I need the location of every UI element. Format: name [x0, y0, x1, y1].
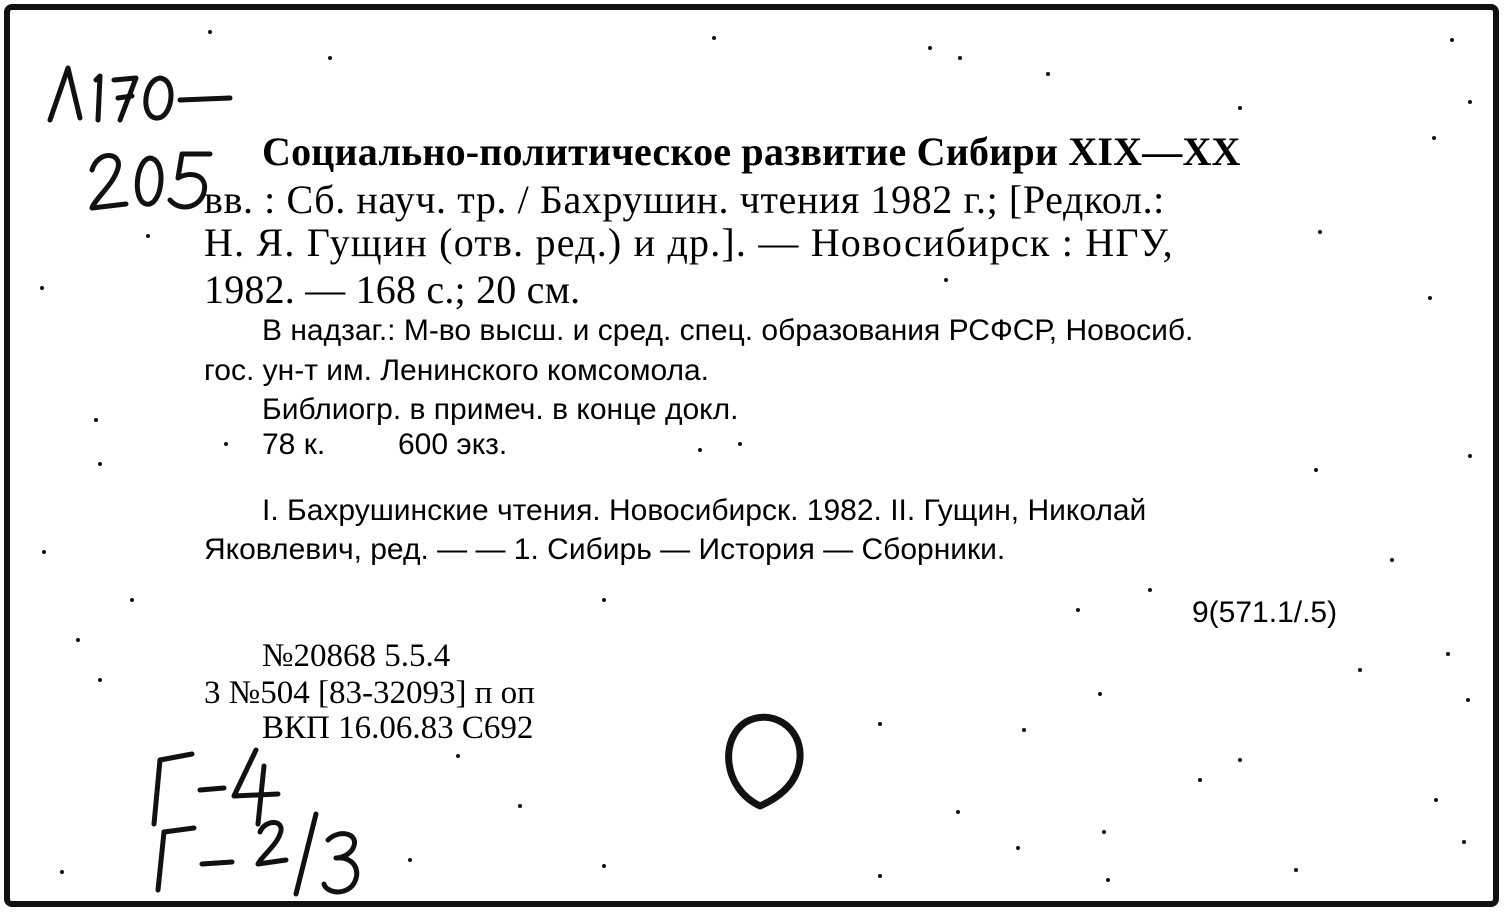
bibliography-note: Библиогр. в примеч. в конце докл. [262, 393, 739, 426]
entry-line-3: Н. Я. Гущин (отв. ред.) и др.]. — Новосибирск : НГУ, [204, 220, 1174, 265]
imprint-line-2: 3 №504 [83-32093] п оп [204, 675, 535, 711]
imprint-line-1: №20868 5.5.4 [262, 638, 451, 674]
copies: 600 экз. [398, 428, 508, 461]
tracings-line-1: I. Бахрушинские чтения. Новосибирск. 1982. II. Гущин, Николай [262, 494, 1147, 527]
entry-line-2: вв. : Сб. науч. тр. / Бахрушин. чтения 1982 г.; [Редкол.: [204, 177, 1165, 222]
imprint-line-3: ВКП 16.06.83 С692 [262, 710, 534, 746]
price: 78 к. [262, 428, 326, 461]
punch-hole [712, 708, 812, 818]
entry-line-4: 1982. — 168 с.; 20 см. [204, 267, 581, 312]
note-line-2: гос. ун-т им. Ленинского комсомола. [204, 354, 710, 387]
tracings-line-2: Яковлевич, ред. — — 1. Сибирь — История — Сборники. [204, 533, 1006, 566]
note-line-1: В надзаг.: М-во высш. и сред. спец. образования РСФСР, Новосиб. [262, 314, 1194, 347]
handwritten-note-g23 [140, 810, 380, 900]
title-line: Социально-политическое развитие Сибири XIX—XX [262, 129, 1241, 174]
classification-number: 9(571.1/.5) [1192, 596, 1338, 629]
